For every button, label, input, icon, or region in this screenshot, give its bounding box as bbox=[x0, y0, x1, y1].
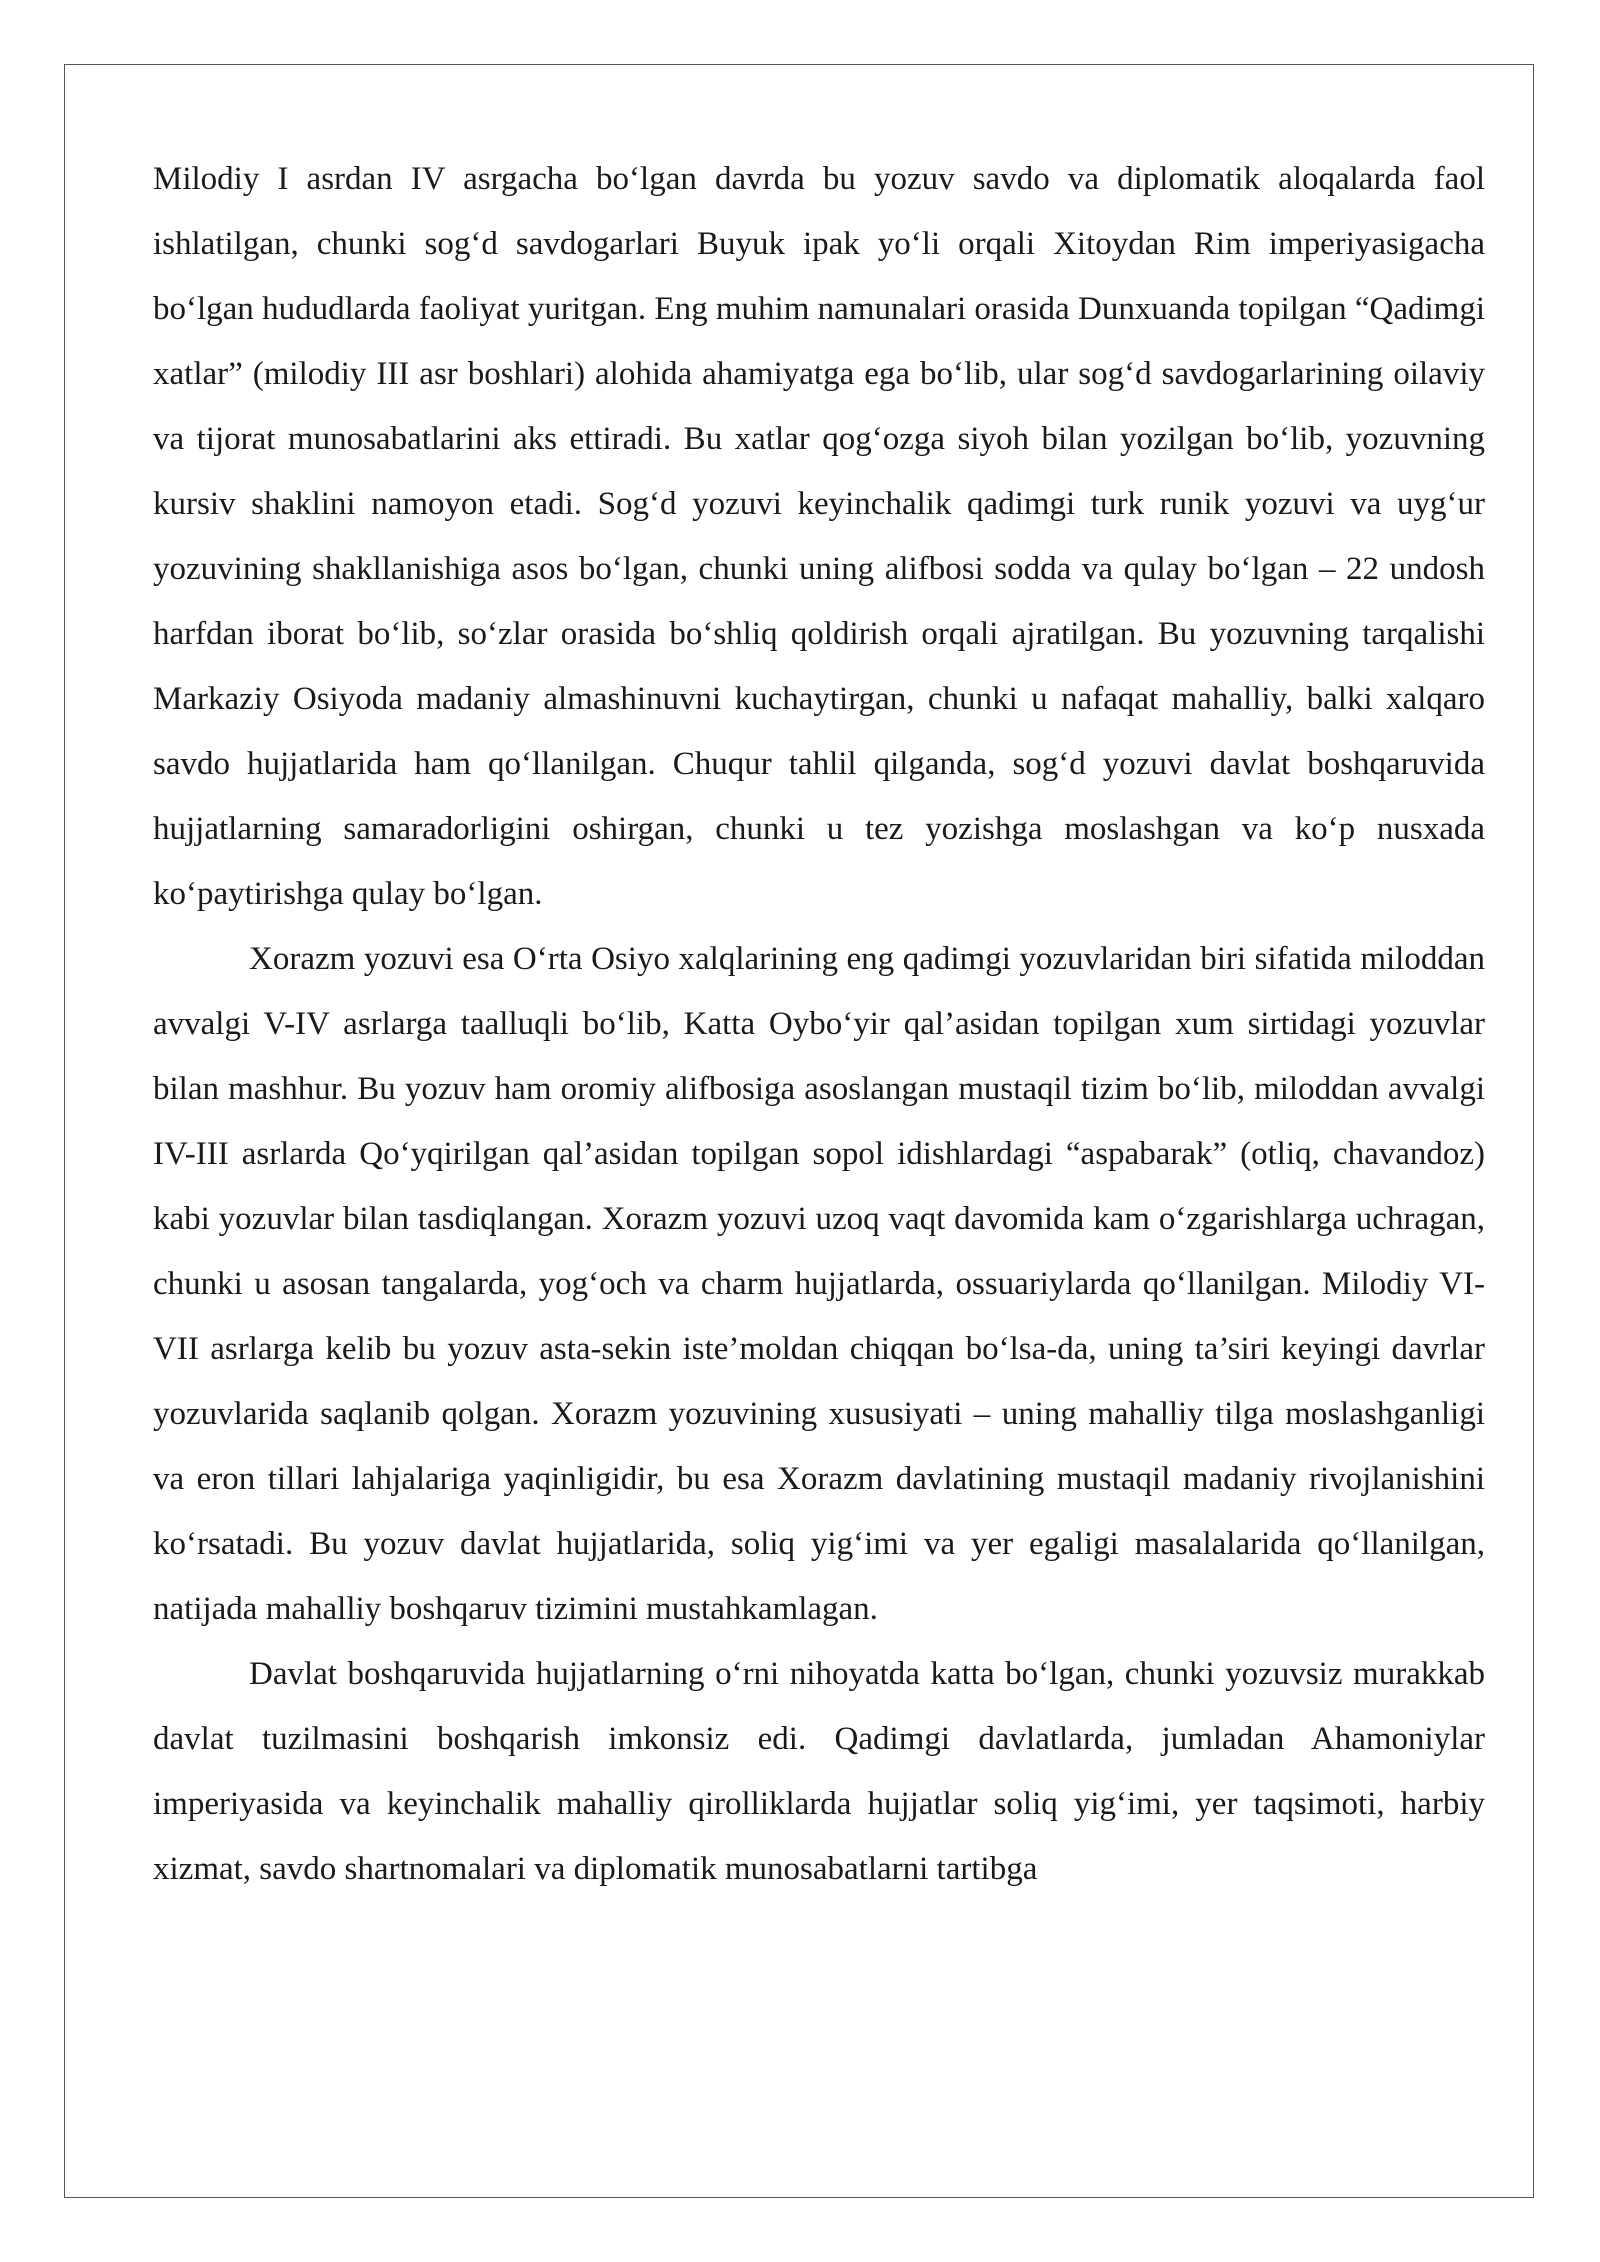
document-body bbox=[153, 147, 1485, 1902]
paragraph-state-documents: Davlat boshqaruvida hujjatlarning o‘rni nihoyatda katta bo‘lgan, chunki yozuvsiz murakkab davlat tuzilmasini boshqarish imkonsiz edi. Qadimgi davlatlarda, jumladan Ahamoniylar imperiyasida va keyinchalik mahalliy qirolliklarda hujjatlar soliq yig‘imi, yer taqsimoti, harbiy xizmat, savdo shartnomalari va diplomatik munosabatlarni tartibga bbox=[153, 1656, 1485, 1887]
paragraph-sogd-script: Milodiy I asrdan IV asrgacha bo‘lgan davrda bu yozuv savdo va diplomatik aloqalarda faol ishlatilgan, chunki sog‘d savdogarlari Buyuk ipak yo‘li orqali Xitoydan Rim imperiyasigacha bo‘lgan hududlarda faoliyat yuritgan. Eng muhim namunalari orasida Dunxuanda topilgan “Qadimgi xatlar” (milodiy III asr boshlari) alohida ahamiyatga ega bo‘lib, ular sog‘d savdogarlarining oilaviy va tijorat munosabatlarini aks ettiradi. Bu xatlar qog‘ozga siyoh bilan yozilgan bo‘lib, yozuvning kursiv shaklini namoyon etadi. Sog‘d yozuvi keyinchalik qadimgi turk runik yozuvi va uyg‘ur yozuvining shakllanishiga asos bo‘lgan, chunki uning alifbosi sodda va qulay bo‘lgan – 22 undosh harfdan iborat bo‘lib, so‘zlar orasida bo‘shliq qoldirish orqali ajratilgan. Bu yozuvning tarqalishi Markaziy Osiyoda madaniy almashinuvni kuchaytirgan, chunki u nafaqat mahalliy, balki xalqaro savdo hujjatlarida ham qo‘llanilgan. Chuqur tahlil qilganda, sog‘d yozuvi davlat boshqaruvida hujjatlarning samaradorligini oshirgan, chunki u tez yozishga moslashgan va ko‘p nusxada ko‘paytirishga qulay bo‘lgan. bbox=[153, 161, 1485, 912]
paragraph-khorezm-script: Xorazm yozuvi esa O‘rta Osiyo xalqlarining eng qadimgi yozuvlaridan biri sifatida miloddan avvalgi V-IV asrlarga taalluqli bo‘lib, Katta Oybo‘yir qal’asidan topilgan xum sirtidagi yozuvlar bilan mashhur. Bu yozuv ham oromiy alifbosiga asoslangan mustaqil tizim bo‘lib, miloddan avvalgi IV-III asrlarda Qo‘yqirilgan qal’asidan topilgan sopol idishlardagi “aspabarak” (otliq, chavandoz) kabi yozuvlar bilan tasdiqlangan. Xorazm yozuvi uzoq vaqt davomida kam o‘zgarishlarga uchragan, chunki u asosan tangalarda, yog‘och va charm hujjatlarda, ossuariylarda qo‘llanilgan. Milodiy VI-VII asrlarga kelib bu yozuv asta-sekin iste’moldan chiqqan bo‘lsa-da, uning ta’siri keyingi davrlar yozuvlarida saqlanib qolgan. Xorazm yozuvining xususiyati – uning mahalliy tilga moslashganligi va eron tillari lahjalariga yaqinligidir, bu esa Xorazm davlatining mustaqil madaniy rivojlanishini ko‘rsatadi. Bu yozuv davlat hujjatlarida, soliq yig‘imi va yer egaligi masalalarida qo‘llanilgan, natijada mahalliy boshqaruv tizimini mustahkamlagan. bbox=[153, 941, 1485, 1627]
